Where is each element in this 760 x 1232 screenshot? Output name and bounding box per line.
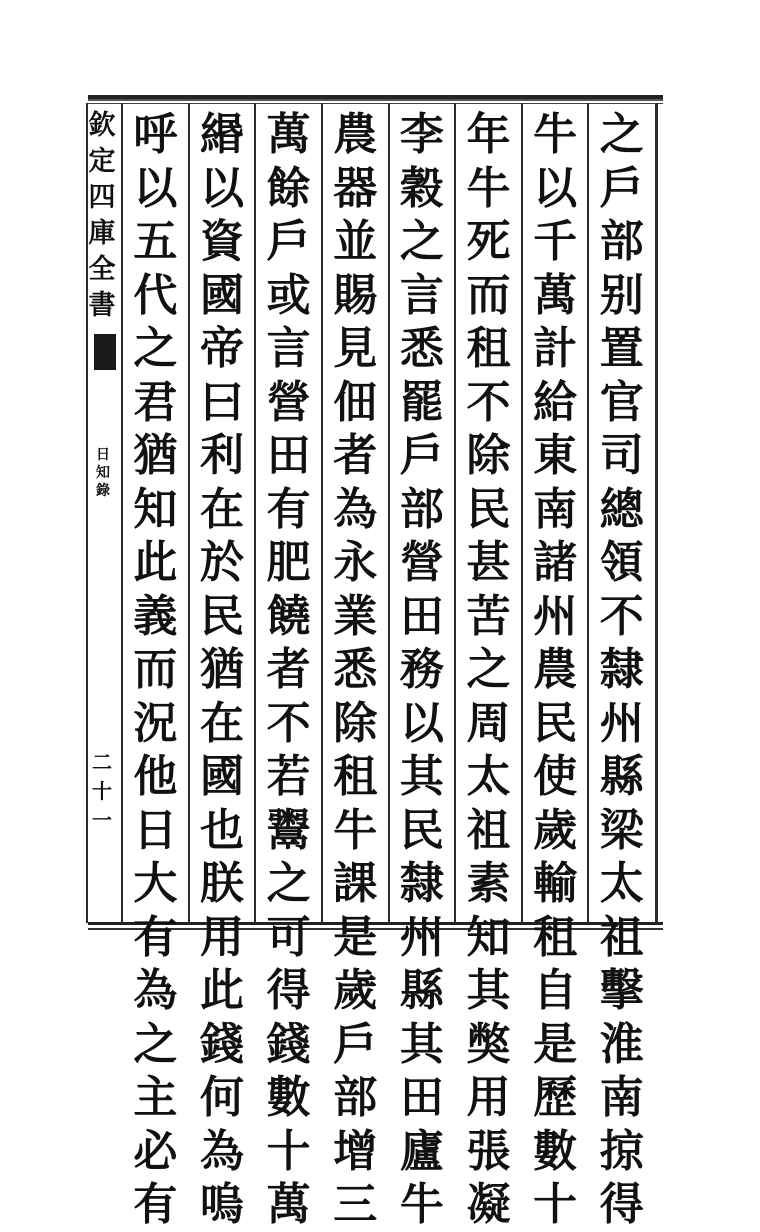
text-char: 戶 <box>399 430 444 481</box>
text-column <box>258 108 320 1230</box>
text-char: 於 <box>199 537 244 588</box>
top-border-rule <box>88 95 663 101</box>
text-char: 租 <box>466 323 511 374</box>
text-char: 輸 <box>533 858 578 909</box>
text-char: 三 <box>333 1179 378 1230</box>
text-char: 李 <box>399 109 444 160</box>
text-char: 見 <box>333 323 378 374</box>
text-char: 數 <box>533 1125 578 1177</box>
text-char: 利 <box>199 430 244 481</box>
text-char: 也 <box>199 804 244 856</box>
title-char: 庫 <box>88 218 116 249</box>
text-char: 曰 <box>199 376 244 428</box>
text-char: 數 <box>266 1072 311 1123</box>
column-divider <box>454 103 456 923</box>
text-char: 之 <box>399 216 444 267</box>
text-char: 部 <box>333 1072 378 1123</box>
text-char: 田 <box>399 590 444 642</box>
text-char: 别 <box>599 269 644 321</box>
text-char: 而 <box>466 269 511 321</box>
text-char: 縣 <box>599 751 644 802</box>
text-char: 為 <box>333 483 378 535</box>
text-char: 給 <box>533 376 578 428</box>
text-char: 在 <box>199 697 244 749</box>
text-char: 歲 <box>333 965 378 1016</box>
text-char: 是 <box>533 1018 578 1070</box>
text-char: 並 <box>333 216 378 267</box>
text-char: 租 <box>333 751 378 802</box>
text-char: 牛 <box>466 162 511 214</box>
text-char: 萬 <box>533 269 578 321</box>
text-char: 張 <box>466 1125 511 1177</box>
text-char: 言 <box>266 323 311 374</box>
text-char: 可 <box>266 911 311 963</box>
text-char: 農 <box>333 109 378 160</box>
text-char: 周 <box>466 697 511 749</box>
text-char: 民 <box>466 483 511 535</box>
text-char: 州 <box>533 590 578 642</box>
text-char: 知 <box>466 911 511 963</box>
text-char: 以 <box>199 162 244 214</box>
page-number: 二十一 <box>92 750 112 832</box>
text-char: 戶 <box>266 216 311 267</box>
text-char: 君 <box>133 376 178 428</box>
text-char: 官 <box>599 376 644 428</box>
text-char: 除 <box>333 697 378 749</box>
text-char: 太 <box>466 751 511 802</box>
text-char: 總 <box>599 483 644 535</box>
text-char: 有 <box>133 1179 178 1230</box>
text-char: 素 <box>466 858 511 909</box>
text-char: 饒 <box>266 590 311 642</box>
right-border-line <box>655 103 658 923</box>
text-char: 器 <box>333 162 378 214</box>
column-divider <box>188 103 190 923</box>
text-char: 以 <box>533 162 578 214</box>
text-char: 祖 <box>599 911 644 963</box>
text-char: 歷 <box>533 1072 578 1123</box>
text-char: 知 <box>133 483 178 535</box>
text-char: 國 <box>199 269 244 321</box>
text-column <box>324 108 386 1230</box>
text-char: 用 <box>466 1072 511 1123</box>
text-column <box>591 108 653 1230</box>
title-char: 書 <box>88 290 116 321</box>
text-char: 務 <box>399 644 444 695</box>
text-char: 十 <box>533 1179 578 1230</box>
text-char: 諸 <box>533 537 578 588</box>
text-char: 猶 <box>133 430 178 481</box>
chapter-char: 知 <box>96 465 110 481</box>
text-char: 廬 <box>399 1125 444 1177</box>
column-divider <box>121 103 123 923</box>
text-char: 死 <box>466 216 511 267</box>
text-char: 是 <box>333 911 378 963</box>
text-char: 千 <box>533 216 578 267</box>
text-char: 錢 <box>266 1018 311 1070</box>
text-char: 不 <box>266 697 311 749</box>
text-char: 穀 <box>399 162 444 214</box>
text-char: 民 <box>399 804 444 856</box>
text-char: 農 <box>533 644 578 695</box>
text-char: 營 <box>399 537 444 588</box>
text-char: 大 <box>133 858 178 909</box>
text-char: 牛 <box>399 1179 444 1230</box>
column-divider <box>254 103 256 923</box>
text-char: 戶 <box>599 162 644 214</box>
text-char: 鬻 <box>266 804 311 856</box>
text-char: 必 <box>133 1125 178 1177</box>
text-char: 者 <box>266 644 311 695</box>
title-char: 欽 <box>88 110 116 141</box>
text-char: 其 <box>466 965 511 1016</box>
column-divider <box>587 103 589 923</box>
text-char: 使 <box>533 751 578 802</box>
text-char: 萬 <box>266 1179 311 1230</box>
text-char: 領 <box>599 537 644 588</box>
text-char: 牛 <box>333 804 378 856</box>
text-char: 隸 <box>399 858 444 909</box>
title-char: 全 <box>88 254 116 285</box>
text-char: 肥 <box>266 537 311 588</box>
text-char: 為 <box>199 1125 244 1177</box>
text-char: 置 <box>599 323 644 374</box>
text-char: 者 <box>333 430 378 481</box>
text-char: 掠 <box>599 1125 644 1177</box>
text-char: 此 <box>199 965 244 1016</box>
text-char: 佃 <box>333 376 378 428</box>
text-char: 部 <box>599 216 644 267</box>
text-char: 義 <box>133 590 178 642</box>
text-char: 他 <box>133 751 178 802</box>
text-char: 年 <box>466 109 511 160</box>
text-char: 民 <box>533 697 578 749</box>
text-char: 租 <box>533 911 578 963</box>
text-char: 之 <box>266 858 311 909</box>
text-char: 為 <box>133 965 178 1016</box>
text-char: 悉 <box>333 644 378 695</box>
book-title-margin <box>86 108 118 324</box>
text-char: 之 <box>133 1018 178 1070</box>
text-column <box>391 108 453 1230</box>
chapter-title-margin <box>92 446 114 500</box>
text-char: 萬 <box>266 109 311 160</box>
text-column <box>457 108 519 1230</box>
text-char: 州 <box>599 697 644 749</box>
text-char: 課 <box>333 858 378 909</box>
text-char: 部 <box>399 483 444 535</box>
text-char: 南 <box>599 1072 644 1123</box>
text-char: 不 <box>466 376 511 428</box>
text-char: 餘 <box>266 162 311 214</box>
text-char: 南 <box>533 483 578 535</box>
text-char: 悉 <box>399 323 444 374</box>
text-char: 用 <box>199 911 244 963</box>
text-char: 之 <box>466 644 511 695</box>
text-char: 呼 <box>133 109 178 160</box>
text-char: 言 <box>399 269 444 321</box>
title-char: 定 <box>88 146 116 177</box>
text-char: 田 <box>266 430 311 481</box>
text-char: 得 <box>266 965 311 1016</box>
text-column <box>524 108 586 1230</box>
chapter-char: 錄 <box>96 483 110 499</box>
text-char: 增 <box>333 1125 378 1177</box>
text-char: 之 <box>599 109 644 160</box>
text-char: 縣 <box>399 965 444 1016</box>
text-char: 代 <box>133 269 178 321</box>
text-char: 業 <box>333 590 378 642</box>
text-char: 戶 <box>333 1018 378 1070</box>
text-char: 永 <box>333 537 378 588</box>
text-char: 甚 <box>466 537 511 588</box>
text-char: 在 <box>199 483 244 535</box>
text-char: 資 <box>199 216 244 267</box>
text-char: 淮 <box>599 1018 644 1070</box>
text-char: 國 <box>199 751 244 802</box>
text-char: 嗚 <box>199 1179 244 1230</box>
text-char: 太 <box>599 858 644 909</box>
text-char: 不 <box>599 590 644 642</box>
text-char: 以 <box>399 697 444 749</box>
text-char: 擊 <box>599 965 644 1016</box>
text-char: 而 <box>133 644 178 695</box>
text-char: 猶 <box>199 644 244 695</box>
text-char: 況 <box>133 697 178 749</box>
fishtail-mark <box>94 334 116 370</box>
text-char: 自 <box>533 965 578 1016</box>
top-inner-rule <box>88 103 663 104</box>
text-char: 歲 <box>533 804 578 856</box>
text-char: 祖 <box>466 804 511 856</box>
text-char: 此 <box>133 537 178 588</box>
text-char: 司 <box>599 430 644 481</box>
text-column <box>191 108 253 1230</box>
text-char: 五 <box>133 216 178 267</box>
text-char: 帝 <box>199 323 244 374</box>
text-char: 除 <box>466 430 511 481</box>
column-divider <box>388 103 390 923</box>
text-char: 梁 <box>599 804 644 856</box>
text-char: 主 <box>133 1072 178 1123</box>
text-char: 其 <box>399 751 444 802</box>
text-char: 營 <box>266 376 311 428</box>
text-char: 緡 <box>199 109 244 160</box>
title-char: 四 <box>88 182 116 213</box>
text-char: 賜 <box>333 269 378 321</box>
text-char: 獘 <box>466 1018 511 1070</box>
column-divider <box>321 103 323 923</box>
text-char: 日 <box>133 804 178 856</box>
text-char: 有 <box>133 911 178 963</box>
text-char: 錢 <box>199 1018 244 1070</box>
text-char: 或 <box>266 269 311 321</box>
text-char: 其 <box>399 1018 444 1070</box>
chapter-char: 日 <box>96 447 110 463</box>
text-char: 計 <box>533 323 578 374</box>
text-char: 得 <box>599 1179 644 1230</box>
text-char: 苦 <box>466 590 511 642</box>
text-char: 有 <box>266 483 311 535</box>
text-char: 朕 <box>199 858 244 909</box>
text-char: 之 <box>133 323 178 374</box>
text-char: 十 <box>266 1125 311 1177</box>
text-char: 牛 <box>533 109 578 160</box>
column-divider <box>521 103 523 923</box>
text-char: 東 <box>533 430 578 481</box>
text-char: 民 <box>199 590 244 642</box>
text-char: 田 <box>399 1072 444 1123</box>
text-char: 若 <box>266 751 311 802</box>
text-char: 凝 <box>466 1179 511 1230</box>
text-char: 隸 <box>599 644 644 695</box>
text-char: 何 <box>199 1072 244 1123</box>
text-column <box>124 108 186 1230</box>
text-char: 罷 <box>399 376 444 428</box>
text-char: 以 <box>133 162 178 214</box>
text-char: 州 <box>399 911 444 963</box>
